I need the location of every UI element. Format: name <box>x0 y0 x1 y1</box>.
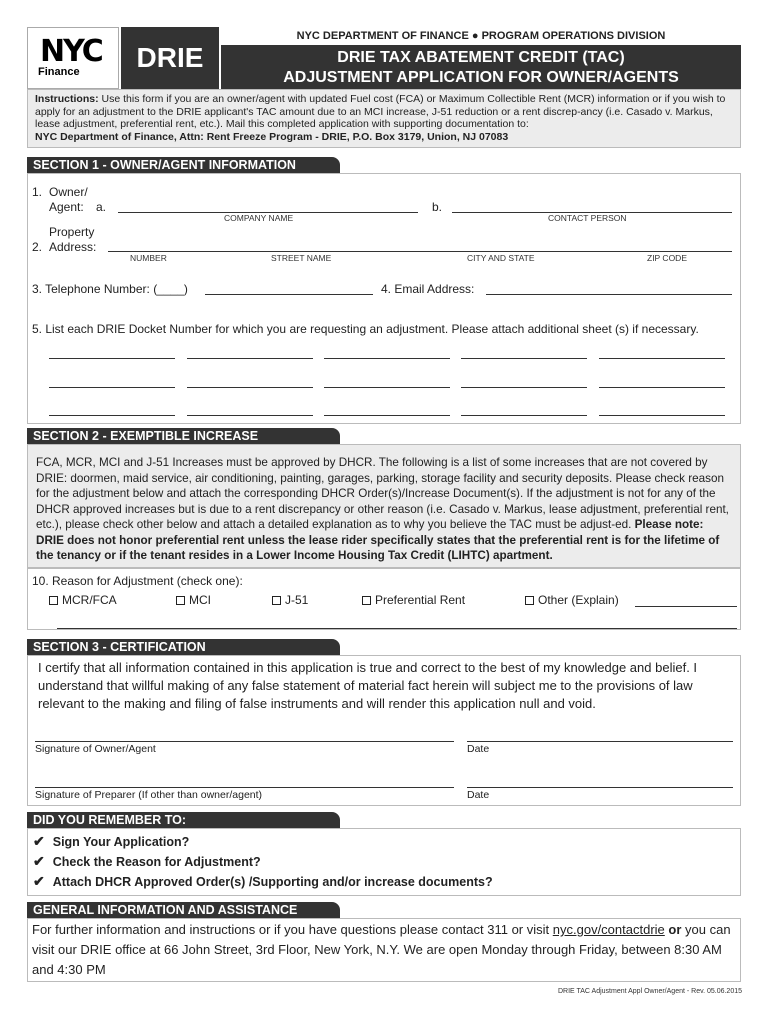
docket-field[interactable] <box>324 387 450 388</box>
contact-person-caption: CONTACT PERSON <box>548 213 627 223</box>
docket-field[interactable] <box>461 415 587 416</box>
instructions-label: Instructions: <box>35 93 99 105</box>
docket-field[interactable] <box>599 358 725 359</box>
instructions-box <box>27 89 741 148</box>
checkbox[interactable] <box>362 596 371 605</box>
title-line-2: ADJUSTMENT APPLICATION FOR OWNER/AGENTS <box>283 69 679 86</box>
checkmark-icon: ✔ <box>33 873 45 889</box>
preparer-date-caption: Date <box>467 789 490 801</box>
checkmark-icon: ✔ <box>33 833 45 849</box>
docket-field[interactable] <box>461 358 587 359</box>
general-info-text <box>32 920 737 980</box>
docket-field[interactable] <box>187 415 313 416</box>
docket-field[interactable] <box>49 415 175 416</box>
q2-label-property: Property <box>49 225 95 239</box>
contactdrie-link[interactable]: nyc.gov/contactdrie <box>552 922 665 937</box>
general-text-a: For further information and instructions or if you have questions please contact 311 or visit <box>32 922 550 937</box>
division: PROGRAM OPERATIONS DIVISION <box>481 30 666 42</box>
section3-header: SECTION 3 - CERTIFICATION <box>27 639 340 655</box>
owner-date-field[interactable] <box>467 741 733 742</box>
number-caption: NUMBER <box>130 253 167 263</box>
q2-label-address: Address: <box>49 240 97 254</box>
preparer-date-field[interactable] <box>467 787 733 788</box>
docket-field[interactable] <box>599 415 725 416</box>
mailing-address: NYC Department of Finance, Attn: Rent Freeze Program - DRIE, P.O. Box 3179, Union, NJ 07083 <box>35 130 509 143</box>
owner-signature-caption: Signature of Owner/Agent <box>35 743 156 755</box>
remember-header: DID YOU REMEMBER TO: <box>27 812 340 828</box>
general-text-b: you can visit our DRIE office at 66 John Street, 3rd Floor, New York, N.Y. We are open Monday through Friday, between 8:30 AM and 4:30 PM <box>32 922 731 977</box>
logo-text: NYC <box>40 34 102 69</box>
street-caption: STREET NAME <box>271 253 332 263</box>
q1-a: a. <box>96 200 107 214</box>
instructions-text: Use this form if you are an owner/agent with updated Fuel cost (FCA) or Maximum Collectible Rent (MCR) information or if you wish to apply for an adjustment to the DRIE applicant's TAC amount due to an MCI increase, J-51 reduction or a rent discrep-ancy (i.e. Casado v. Markus, lease adjustment, preferential rent, etc.). Mail this completed application with supporting documentation to: <box>35 93 726 130</box>
or-word: or <box>668 922 682 937</box>
remember-item: ✔ Attach DHCR Approved Order(s) /Supporting and/or increase documents? <box>33 873 493 889</box>
option-preferential-rent[interactable]: Preferential Rent <box>362 593 465 607</box>
checkbox[interactable] <box>525 596 534 605</box>
docket-field[interactable] <box>187 358 313 359</box>
general-info-header: GENERAL INFORMATION AND ASSISTANCE <box>27 902 340 918</box>
logo-subtext: Finance <box>38 66 80 78</box>
q3-telephone: 3. Telephone Number: (____) <box>32 282 188 296</box>
city-state-caption: CITY AND STATE <box>467 253 535 263</box>
docket-field[interactable] <box>599 387 725 388</box>
bullet-icon: ● <box>471 30 479 42</box>
other-explain-line2[interactable] <box>57 628 737 629</box>
owner-date-caption: Date <box>467 743 490 755</box>
option-other[interactable]: Other (Explain) <box>525 593 619 607</box>
form-revision: DRIE TAC Adjustment Appl Owner/Agent - Rev. 05.06.2015 <box>557 988 742 995</box>
checkbox[interactable] <box>49 596 58 605</box>
company-name-caption: COMPANY NAME <box>224 213 294 223</box>
option-mcr-fca[interactable]: MCR/FCA <box>49 593 117 607</box>
docket-field[interactable] <box>187 387 313 388</box>
q1-label-agent: Agent: <box>49 200 84 214</box>
q1-b: b. <box>432 200 443 214</box>
zip-caption: ZIP CODE <box>647 253 687 263</box>
q10-label: 10. Reason for Adjustment (check one): <box>32 574 243 588</box>
telephone-field[interactable] <box>205 294 373 295</box>
docket-field[interactable] <box>324 358 450 359</box>
department: NYC DEPARTMENT OF FINANCE <box>296 30 469 42</box>
option-j51[interactable]: J-51 <box>272 593 308 607</box>
q1-label-owner: Owner/ <box>49 185 88 199</box>
remember-item: ✔ Check the Reason for Adjustment? <box>33 853 261 869</box>
section2-note: Please note: DRIE does not honor preferential rent unless the lease rider specifically states that the preferential rent is for the lifetime of the tenancy or if the tenant resides in a Lower Income Housing Tax Credit (LIHTC) apartment. <box>36 518 720 562</box>
remember-item: ✔ Sign Your Application? <box>33 833 190 849</box>
checkmark-icon: ✔ <box>33 853 45 869</box>
email-field[interactable] <box>486 294 732 295</box>
property-address-field[interactable] <box>108 251 732 252</box>
docket-field[interactable] <box>461 387 587 388</box>
section2-header: SECTION 2 - EXEMPTIBLE INCREASE <box>27 428 340 444</box>
q4-email: 4. Email Address: <box>381 282 475 296</box>
certification-text: I certify that all information contained in this application is true and correct to the best of my knowledge and belief. I understand that willful making of any false statement of material fact herein will subject me to the provisions of law relevant to the making and filing of false instruments and will render this application null and void. <box>38 660 698 711</box>
preparer-signature-caption: Signature of Preparer (If other than owner/agent) <box>35 789 263 801</box>
section2-body: FCA, MCR, MCI and J-51 Increases must be approved by DHCR. The following is a list of some increases that are not covered by DRIE: doormen, maid service, air conditioning, painting, garages, parking, storage facility and security deposits. Please check reason for the adjustment below and attach the corresponding DHCR Order(s)/Increase Document(s). If the adjustment is not for any of the DHCR approved increases but is due to a rent discrepancy or other reason (i.e. Casado v. Markus, lease adjustment, preferential rent, etc.), please check other below and attach a detailed explanation as to why you believe the TAC must be adjust-ed. <box>36 456 729 531</box>
docket-field[interactable] <box>324 415 450 416</box>
section2-text-box <box>27 444 741 568</box>
checkbox[interactable] <box>272 596 281 605</box>
option-mci[interactable]: MCI <box>176 593 211 607</box>
preparer-signature-field[interactable] <box>35 787 454 788</box>
other-explain-field[interactable] <box>635 606 737 607</box>
form-title <box>221 45 741 89</box>
owner-signature-field[interactable] <box>35 741 454 742</box>
section1-header: SECTION 1 - OWNER/AGENT INFORMATION <box>27 157 340 173</box>
checkbox[interactable] <box>176 596 185 605</box>
drie-badge: DRIE <box>121 27 219 89</box>
q1-number: 1. <box>32 185 43 199</box>
department-line <box>221 27 741 45</box>
q5-docket: 5. List each DRIE Docket Number for which you are requesting an adjustment. Please attach additional sheet (s) if necessary. <box>32 322 699 336</box>
title-line-1: DRIE TAX ABATEMENT CREDIT (TAC) <box>337 49 625 66</box>
q2-number: 2. <box>32 240 43 254</box>
docket-field[interactable] <box>49 387 175 388</box>
docket-field[interactable] <box>49 358 175 359</box>
